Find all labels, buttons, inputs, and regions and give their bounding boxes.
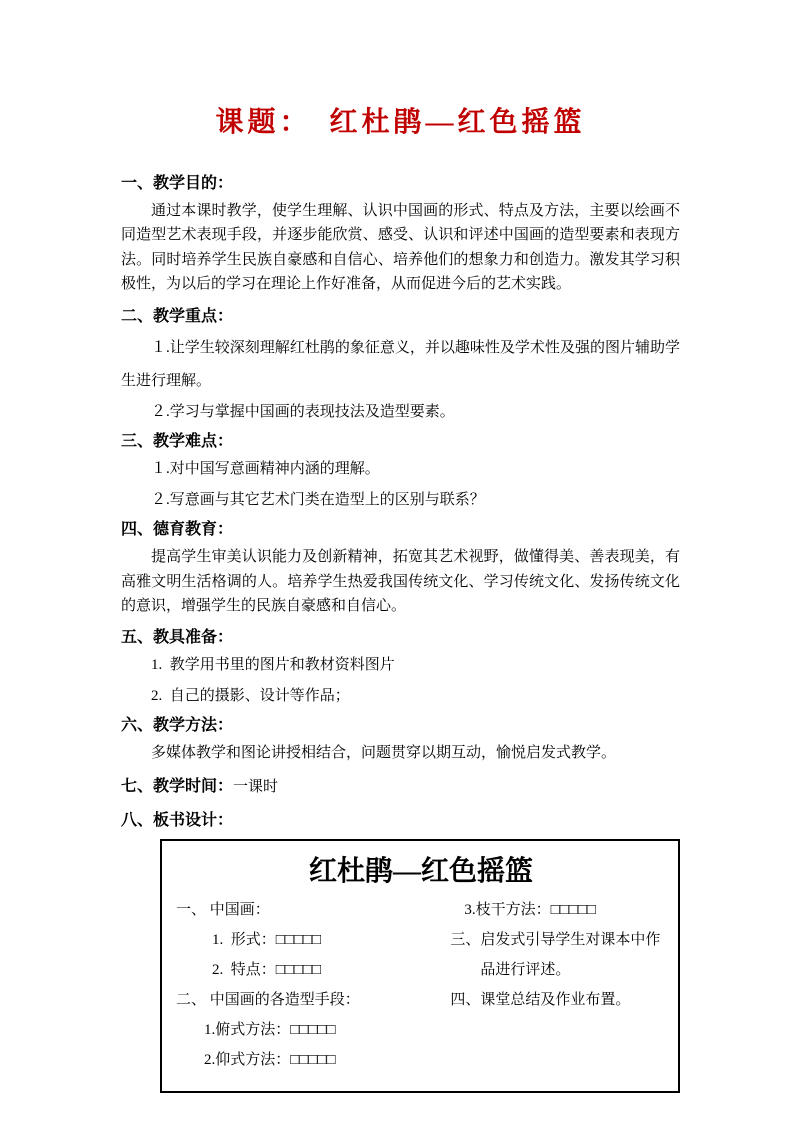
section-heading: 四、德育教育： (121, 521, 234, 539)
section-heading: 六、教学方法： (121, 717, 234, 735)
board-item: 2.仰式方法：□□□□□ (204, 1052, 336, 1069)
section-teaching-difficulties (121, 430, 680, 512)
section-moral-education (121, 518, 680, 618)
paragraph: 2. 自己的摄影、设计等作品； (151, 687, 350, 704)
board-item: 1. 形式：□□□□□ (212, 932, 322, 949)
paragraph: １.让学生较深刻理解红杜鹃的象征意义，并以趣味性及学术性及强的图片辅助学生进行理解。 (121, 339, 680, 389)
board-item: 2. 特点：□□□□□ (212, 962, 322, 979)
board-item: 3.枝干方法：□□□□□ (464, 902, 596, 919)
paragraph: 提高学生审美认识能力及创新精神，拓宽其艺术视野，做懂得美、善表现美，有高雅文明生活格调的人。培养学生热爱我国传统文化、学习传统文化、发扬传统文化的意识，增强学生的民族自豪感和自信心。 (121, 549, 680, 614)
section-teaching-aims (121, 172, 680, 297)
section-heading: 五、教具准备： (121, 629, 234, 647)
board-design-box (160, 839, 680, 1093)
paragraph: 通过本课时教学，使学生理解、认识中国画的形式、特点及方法，主要以绘画不同造型艺术表现手段，并逐步能欣赏、感受、认识和评述中国画的造型要素和表现方法。同时培养学生民族自豪感和自信心、培养他们的想象力和创造力。激发其学习积极性，为以后的学习在理论上作好准备，从而促进今后的艺术实践。 (121, 203, 680, 293)
section-board-design (121, 809, 680, 833)
section-teaching-time (121, 774, 680, 800)
paragraph: ２.写意画与其它艺术门类在造型上的区别与联系？ (151, 491, 485, 508)
section-heading: 七、教学时间： (121, 777, 234, 795)
paragraph: １.对中国写意画精神内涵的理解。 (151, 461, 380, 478)
board-left-column (176, 895, 450, 1075)
section-heading: 八、板书设计： (121, 812, 234, 830)
paragraph: 1. 教学用书里的图片和教材资料图片 (151, 657, 395, 674)
board-columns (176, 895, 666, 1075)
section-teaching-key-points (121, 305, 680, 424)
board-right-column (450, 895, 666, 1075)
paragraph: ２.学习与掌握中国画的表现技法及造型要素。 (151, 403, 455, 420)
teaching-time-value: 一课时 (233, 778, 279, 795)
board-item: 四、课堂总结及作业布置。 (450, 992, 631, 1009)
board-item: 一、 中国画： (176, 902, 270, 919)
document-title: 课题： 红杜鹃—红色摇篮 (215, 107, 586, 138)
board-item: 三、启发式引导学生对课本中作品进行评述。 (450, 932, 661, 979)
section-teaching-aids (121, 626, 680, 708)
section-teaching-methods (121, 714, 680, 765)
paragraph: 多媒体教学和图论讲授相结合，问题贯穿以期互动，愉悦启发式教学。 (151, 745, 617, 762)
board-title: 红杜鹃—红色摇篮 (308, 856, 533, 888)
section-heading: 一、教学目的： (121, 175, 234, 192)
section-heading: 三、教学难点： (121, 433, 234, 451)
board-item: 二、 中国画的各造型手段： (176, 992, 360, 1009)
board-item: 1.俯式方法：□□□□□ (204, 1022, 336, 1039)
section-heading: 二、教学重点： (121, 307, 234, 325)
